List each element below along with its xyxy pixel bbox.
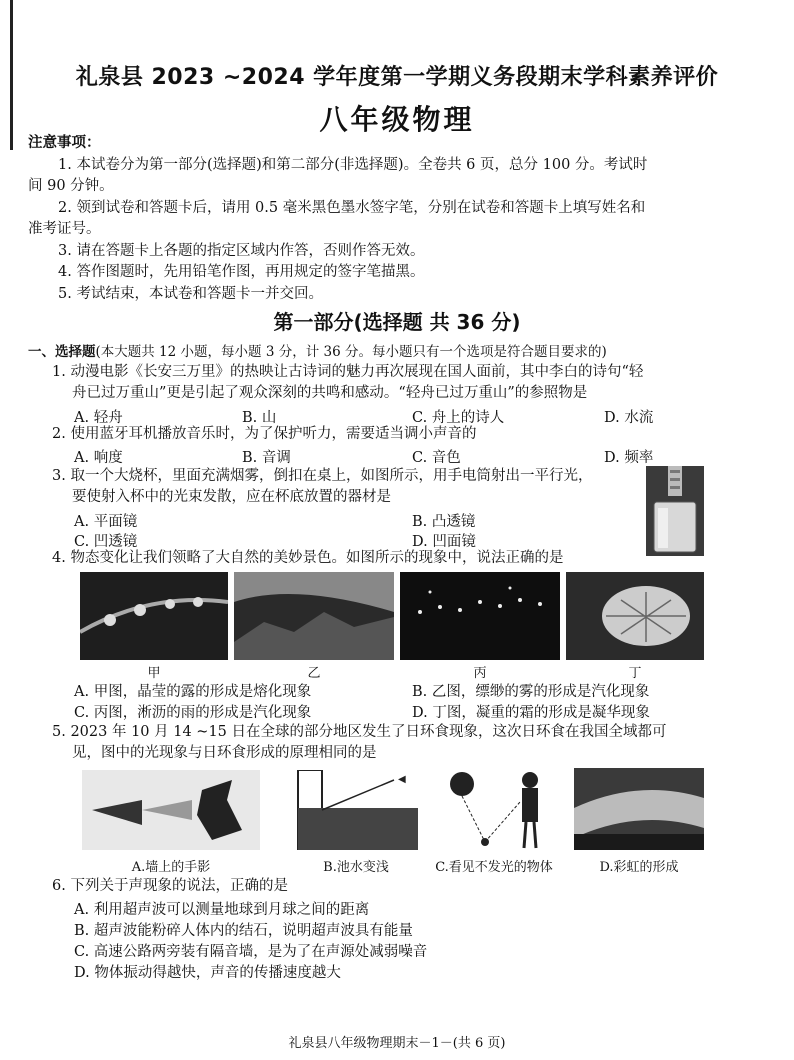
section1-label: 一、选择题 bbox=[28, 344, 96, 360]
page-footer: 礼泉县八年级物理期末－1－(共 6 页) bbox=[288, 1036, 506, 1051]
q6-option-a: A. 利用超声波可以测量地球到月球之间的距离 bbox=[74, 902, 370, 918]
frost-image-icon bbox=[566, 572, 704, 660]
note-1-cont: 间 90 分钟。 bbox=[28, 178, 114, 194]
q1-option-c: C. 舟上的诗人 bbox=[412, 410, 505, 426]
q1-stem bbox=[52, 362, 752, 404]
q1-stem-line2: 舟已过万重山”更是引起了观众深刻的共鸣和感动。“轻舟已过万重山”的参照物是 bbox=[72, 385, 588, 401]
q4-option-b: B. 乙图，缥缈的雾的形成是汽化现象 bbox=[412, 684, 650, 700]
notes-heading: 注意事项： bbox=[28, 135, 101, 151]
q5-image-pool bbox=[294, 770, 418, 850]
hand-shadow-icon bbox=[82, 770, 260, 850]
q2-stem: 2. 使用蓝牙耳机播放音乐时，为了保护听力，需要适当调小声音的 bbox=[52, 426, 477, 442]
q5-caption-d: D.彩虹的形成 bbox=[599, 860, 679, 875]
note-3: 3. 请在答题卡上各题的指定区域内作答，否则作答无效。 bbox=[58, 242, 425, 259]
q3-stem-line2: 要使射入杯中的光束发散，应在杯底放置的器材是 bbox=[72, 489, 391, 505]
pool-depth-icon bbox=[294, 770, 418, 850]
section1-desc: (本大题共 12 小题，每小题 3 分，计 36 分。每小题只有一个选项是符合题目要求的) bbox=[95, 344, 607, 360]
q3-stem-line1: 3. 取一个大烧杯，里面充满烟雾，倒扣在桌上，如图所示，用手电筒射出一平行光， bbox=[52, 468, 593, 484]
q4-caption-2: 乙 bbox=[307, 666, 321, 681]
q4-image-rain bbox=[400, 572, 560, 660]
section1-header bbox=[28, 340, 778, 360]
q5-stem bbox=[52, 722, 772, 764]
rainbow-image-icon bbox=[574, 768, 704, 850]
q6-options bbox=[74, 898, 754, 982]
q5-caption-a: A.墙上的手影 bbox=[131, 860, 211, 875]
q5-stem-line2: 见，图中的光现象与日环食形成的原理相同的是 bbox=[72, 745, 377, 761]
exam-subject: 八年级物理 bbox=[319, 103, 475, 136]
note-2-cont: 准考证号。 bbox=[28, 221, 101, 237]
notes-block bbox=[28, 133, 768, 305]
q2-option-b: B. 音调 bbox=[242, 450, 291, 466]
q1-option-d: D. 水流 bbox=[604, 410, 654, 426]
note-1: 1. 本试卷分为第一部分(选择题)和第二部分(非选择题)。全卷共 6 页，总分 100 分。考试时 bbox=[58, 156, 648, 173]
q5-image-hand-shadow bbox=[82, 770, 260, 850]
q3-option-d: D. 凹面镜 bbox=[412, 534, 476, 550]
q4-image-frost bbox=[566, 572, 704, 660]
q1-option-a: A. 轻舟 bbox=[74, 410, 123, 426]
q5-caption-c: C.看见不发光的物体 bbox=[435, 860, 553, 875]
q2-option-d: D. 频率 bbox=[604, 450, 654, 466]
q4-option-c: C. 丙图，淅沥的雨的形成是汽化现象 bbox=[74, 705, 312, 721]
dew-image-icon bbox=[80, 572, 228, 660]
note-5: 5. 考试结束，本试卷和答题卡一并交回。 bbox=[58, 285, 323, 302]
q1-stem-line1: 1. 动漫电影《长安三万里》的热映让古诗词的魅力再次展现在国人面前，其中李白的诗句“轻 bbox=[52, 364, 644, 380]
q3-option-c: C. 凹透镜 bbox=[74, 534, 138, 550]
q4-caption-4: 丁 bbox=[628, 666, 642, 681]
rain-image-icon bbox=[400, 572, 560, 660]
q3-option-a: A. 平面镜 bbox=[74, 514, 138, 530]
q4-image-dew bbox=[80, 572, 228, 660]
q6-stem: 6. 下列关于声现象的说法，正确的是 bbox=[52, 878, 288, 894]
q4-stem: 4. 物态变化让我们领略了大自然的美妙景色。如图所示的现象中，说法正确的是 bbox=[52, 550, 564, 566]
q6-option-c: C. 高速公路两旁装有隔音墙，是为了在声源处减弱噪音 bbox=[74, 944, 428, 960]
q2-option-a: A. 响度 bbox=[74, 450, 123, 466]
svg-text:◀: ◀ bbox=[398, 774, 406, 785]
q5-image-rainbow bbox=[574, 768, 704, 850]
q4-caption-1: 甲 bbox=[147, 666, 161, 681]
q1-option-b: B. 山 bbox=[242, 410, 277, 426]
q4-option-a: A. 甲图，晶莹的露的形成是熔化现象 bbox=[74, 684, 312, 700]
exam-title: 礼泉县 2023 ~2024 学年度第一学期义务段期末学科素养评价 bbox=[75, 65, 719, 90]
q4-image-fog bbox=[234, 572, 394, 660]
q4-caption-3: 丙 bbox=[473, 666, 487, 681]
q3-option-b: B. 凸透镜 bbox=[412, 514, 476, 530]
q3-stem bbox=[52, 466, 652, 508]
q6-option-b: B. 超声波能粉碎人体内的结石，说明超声波具有能量 bbox=[74, 923, 413, 939]
q3-beaker-image bbox=[646, 466, 704, 556]
q5-stem-line1: 5. 2023 年 10 月 14 ~15 日在全球的部分地区发生了日环食现象，这次日环食在我国全域都可 bbox=[52, 724, 667, 740]
q5-caption-b: B.池水变浅 bbox=[323, 860, 389, 875]
fog-image-icon bbox=[234, 572, 394, 660]
beaker-icon bbox=[646, 466, 704, 556]
note-4: 4. 答作图题时，先用铅笔作图，再用规定的签字笔描黑。 bbox=[58, 264, 425, 280]
q4-option-d: D. 丁图，凝重的霜的形成是凝华现象 bbox=[412, 705, 650, 721]
q5-image-seeing bbox=[440, 762, 560, 852]
q6-option-d: D. 物体振动得越快，声音的传播速度越大 bbox=[74, 965, 341, 981]
part1-title: 第一部分(选择题 共 36 分) bbox=[273, 310, 521, 334]
q2-option-c: C. 音色 bbox=[412, 450, 461, 466]
note-2: 2. 领到试卷和答题卡后，请用 0.5 毫米黑色墨水签字笔，分别在试卷和答题卡上填写姓名和 bbox=[58, 199, 646, 216]
seeing-object-icon bbox=[440, 762, 560, 852]
